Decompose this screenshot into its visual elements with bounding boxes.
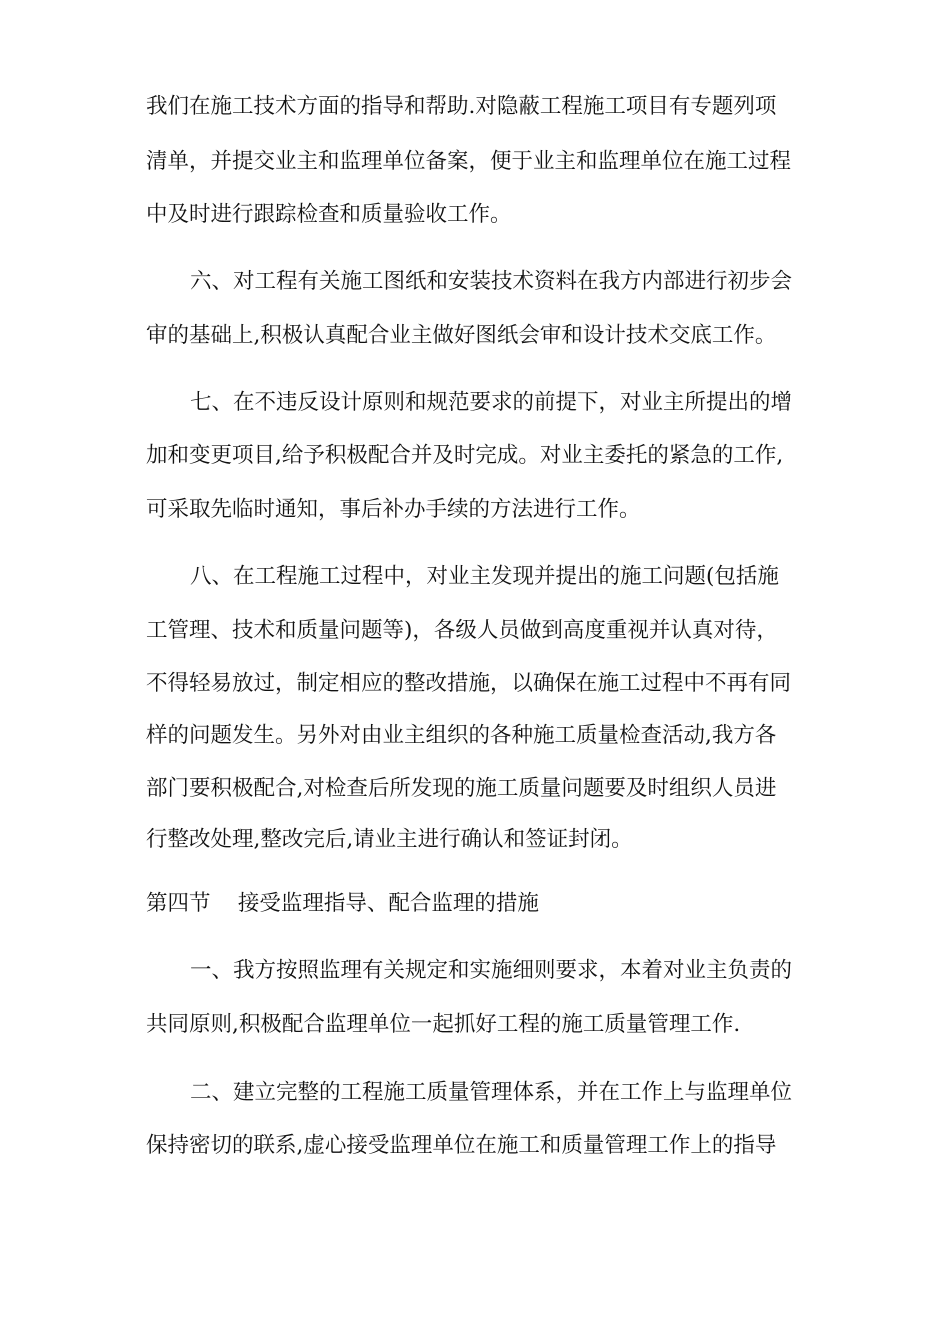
text-line: 样的问题发生。另外对由业主组织的各种施工质量检查活动,我方各 (146, 723, 777, 748)
text-line: 共同原则,积极配合监理单位一起抓好工程的施工质量管理工作. (146, 1012, 741, 1037)
text-line: 七、在不违反设计原则和规范要求的前提下，对业主所提出的增 (190, 390, 793, 415)
text-line: 我们在施工技术方面的指导和帮助.对隐蔽工程施工项目有专题列项 (146, 94, 777, 119)
section-title: 第四节 接受监理指导、配合监理的措施 (146, 891, 539, 916)
text-line: 保持密切的联系,虚心接受监理单位在施工和质量管理工作上的指导 (146, 1133, 777, 1158)
text-line: 可采取先临时通知，事后补办手续的方法进行工作。 (146, 497, 641, 522)
text-line: 八、在工程施工过程中，对业主发现并提出的施工问题(包括施 (190, 564, 779, 589)
text-line: 中及时进行跟踪检查和质量验收工作。 (146, 202, 512, 227)
text-line: 一、我方按照监理有关规定和实施细则要求，本着对业主负责的 (190, 958, 793, 983)
text-line: 清单，并提交业主和监理单位备案，便于业主和监理单位在施工过程 (146, 149, 792, 174)
text-line: 行整改处理,整改完后,请业主进行确认和签证封闭。 (146, 827, 633, 852)
text-line: 工管理、技术和质量问题等)，各级人员做到高度重视并认真对待， (146, 618, 778, 643)
text-line: 审的基础上,积极认真配合业主做好图纸会审和设计技术交底工作。 (146, 323, 777, 348)
text-line: 六、对工程有关施工图纸和安装技术资料在我方内部进行初步会 (190, 269, 793, 294)
text-line: 加和变更项目,给予积极配合并及时完成。对业主委托的紧急的工作, (146, 443, 784, 468)
text-line: 二、建立完整的工程施工质量管理体系，并在工作上与监理单位 (190, 1080, 793, 1105)
text-line: 不得轻易放过，制定相应的整改措施，以确保在施工过程中不再有同 (146, 671, 792, 696)
text-line: 部门要积极配合,对检查后所发现的施工质量问题要及时组织人员进 (146, 776, 777, 801)
